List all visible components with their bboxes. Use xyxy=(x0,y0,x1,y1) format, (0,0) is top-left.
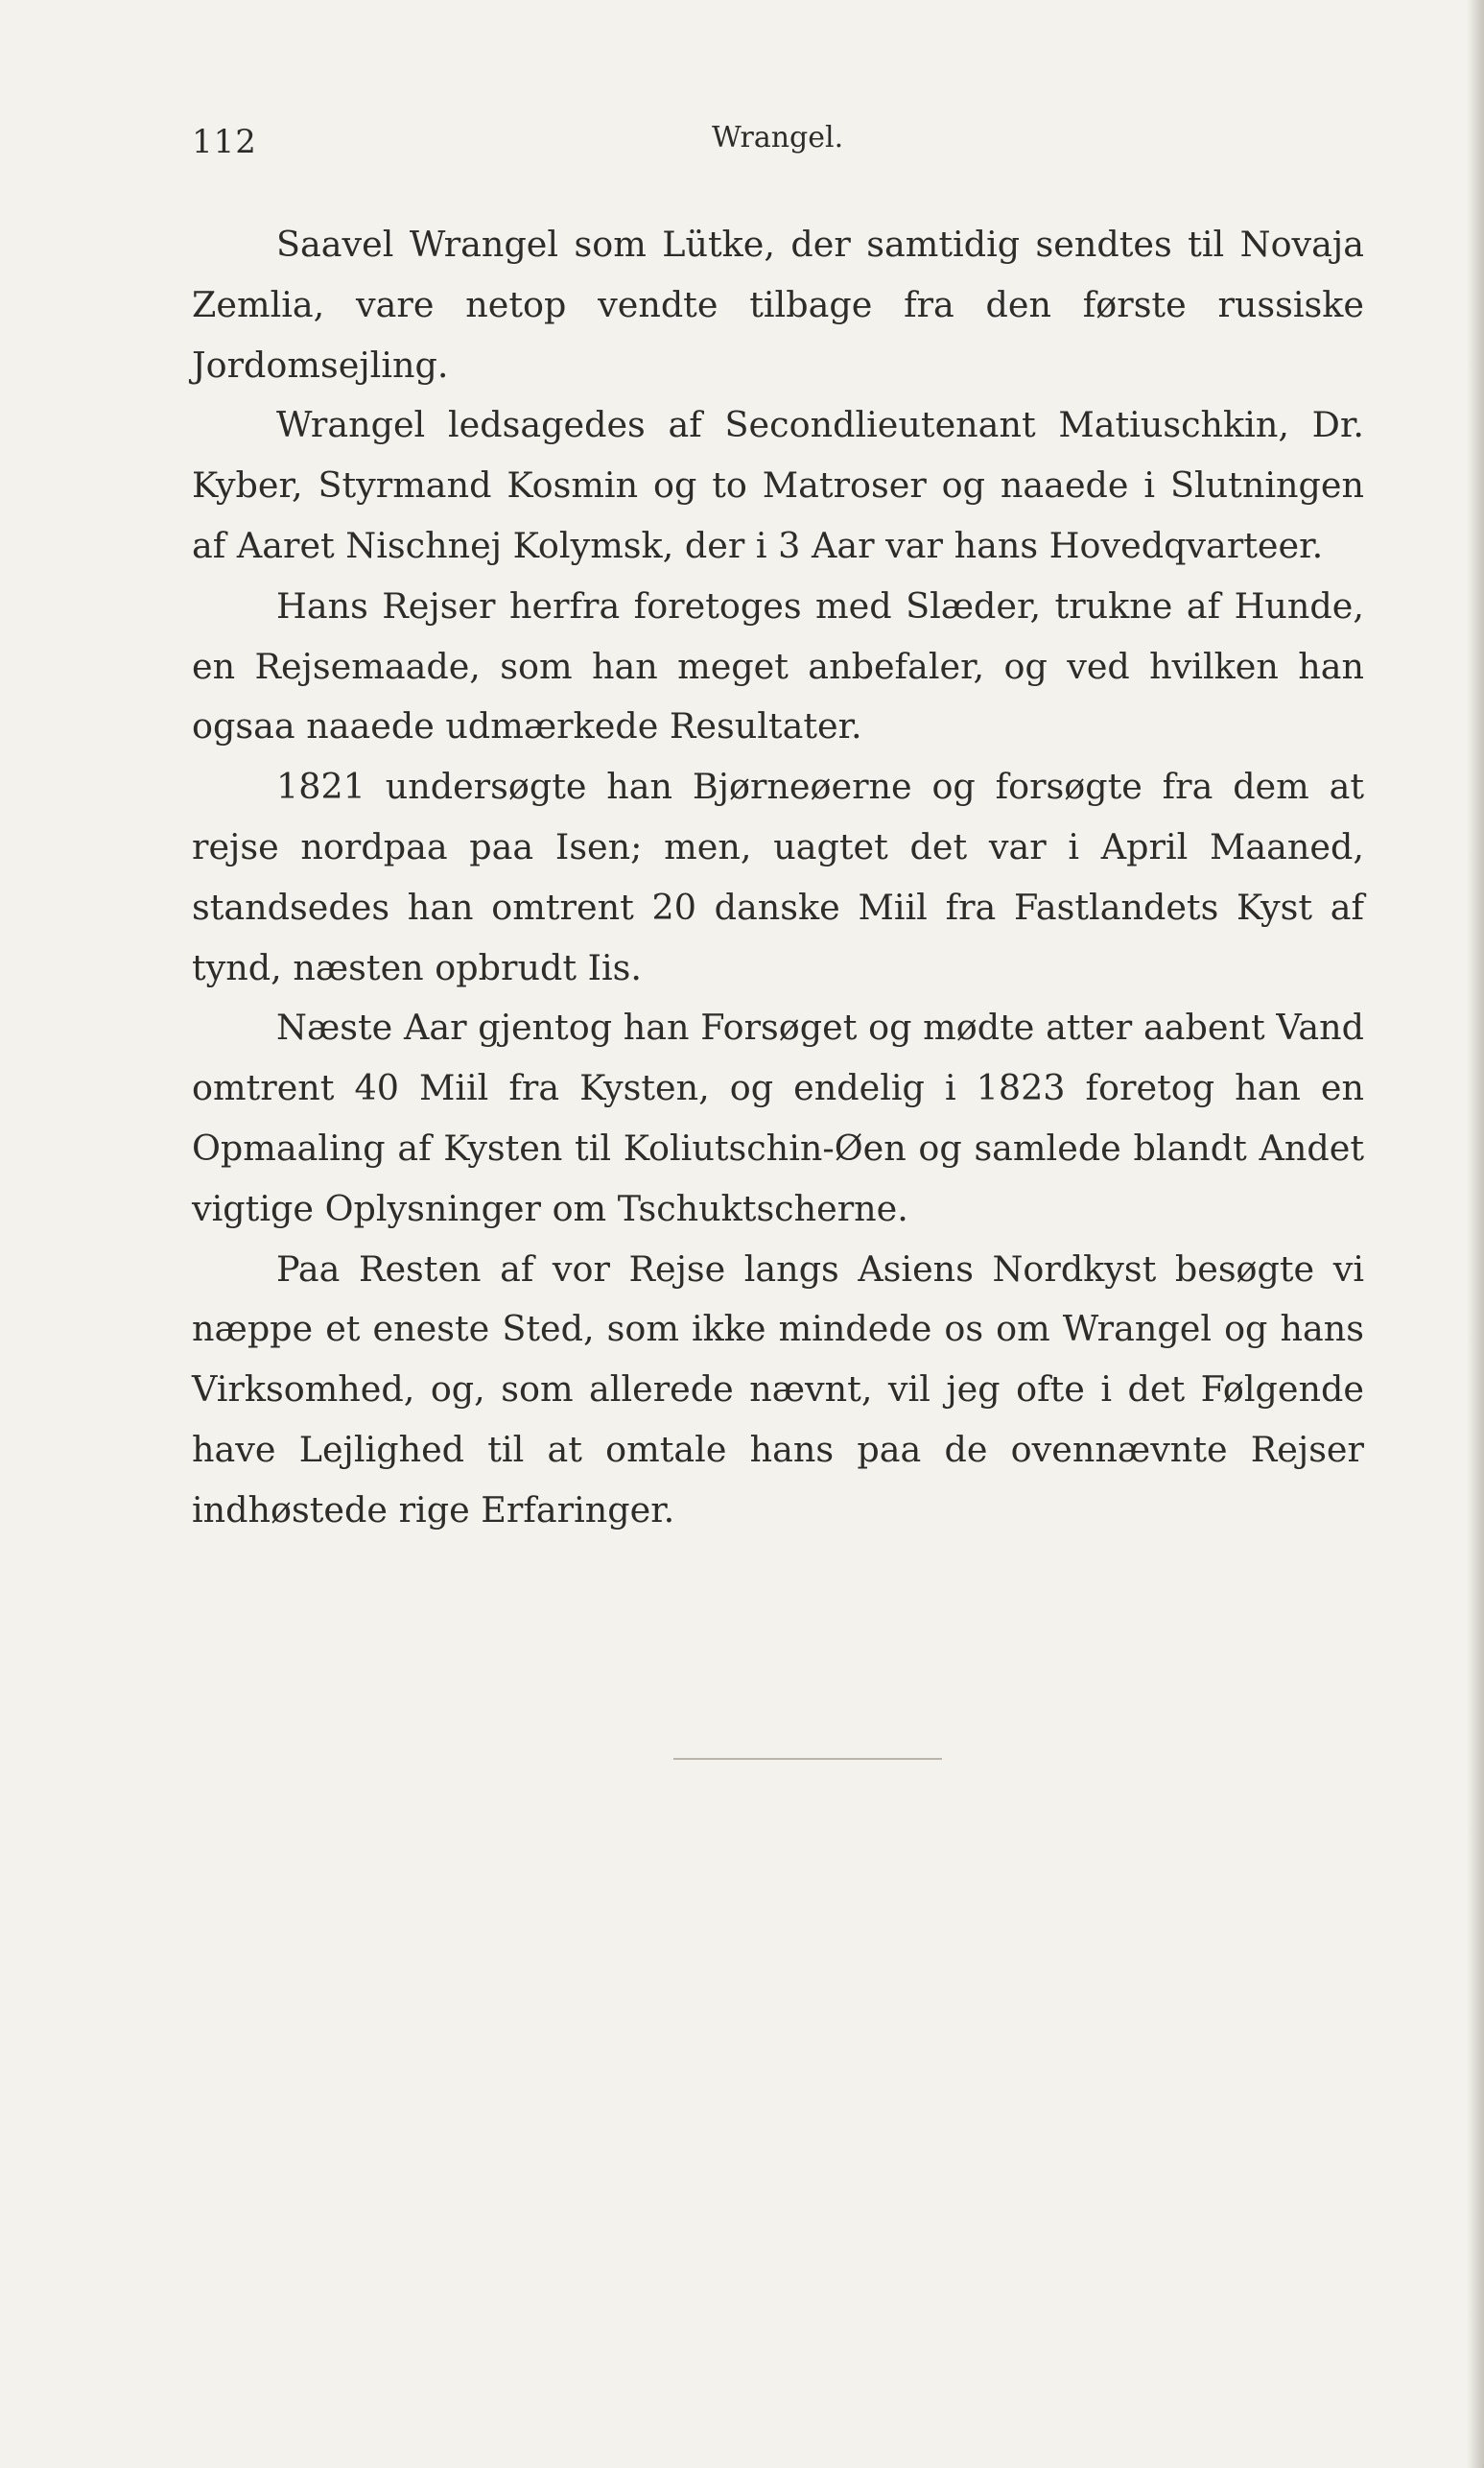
body-text xyxy=(192,215,1364,1541)
paragraph: Hans Rejser herfra foretoges med Slæder, trukne af Hunde, en Rejsemaade, som han meget anbefaler, og ved hvilken han ogsaa naaede udmærkede Resultater. xyxy=(192,584,1364,748)
paragraph: Saavel Wrangel som Lütke, der samtidig sendtes til Novaja Zemlia, vare netop vendte tilbage fra den første russiske Jordomsejling. xyxy=(192,224,1364,386)
paragraph: Wrangel ledsagedes af Secondlieutenant Matiuschkin, Dr. Kyber, Styrmand Kosmin og to Matroser og naaede i Slutningen af Aaret Nischnej Kolymsk, der i 3 Aar var hans Hovedqvarteer. xyxy=(192,404,1364,566)
running-title: Wrangel. xyxy=(712,121,844,154)
paragraph: 1821 undersøgte han Bjørneøerne og forsøgte fra dem at rejse nordpaa paa Isen; men, uagtet det var i April Maaned, standsedes han omtrent 20 danske Miil fra Fastlandets Kyst af tynd, næsten opbrudt Iis. xyxy=(192,766,1364,988)
page-number: 112 xyxy=(192,123,257,161)
page-header xyxy=(192,123,1362,171)
paragraph: Næste Aar gjentog han Forsøget og mødte atter aabent Vand omtrent 40 Miil fra Kysten, og endelig i 1823 foretog han en Opmaaling af Kysten til Koliutschin-Øen og samlede blandt Andet vigtige Oplysninger om Tschuktscherne. xyxy=(192,1007,1364,1229)
page-edge-shadow xyxy=(1467,0,1484,2468)
paragraph: Paa Resten af vor Rejse langs Asiens Nordkyst besøgte vi næppe et eneste Sted, som ikke mindede os om Wrangel og hans Virksomhed, og, som allerede nævnt, vil jeg ofte i det Følgende have Lejlighed til at omtale hans paa de ovennævnte Rejser indhøstede rige Erfaringer. xyxy=(192,1247,1364,1531)
section-end-rule xyxy=(673,1758,942,1760)
